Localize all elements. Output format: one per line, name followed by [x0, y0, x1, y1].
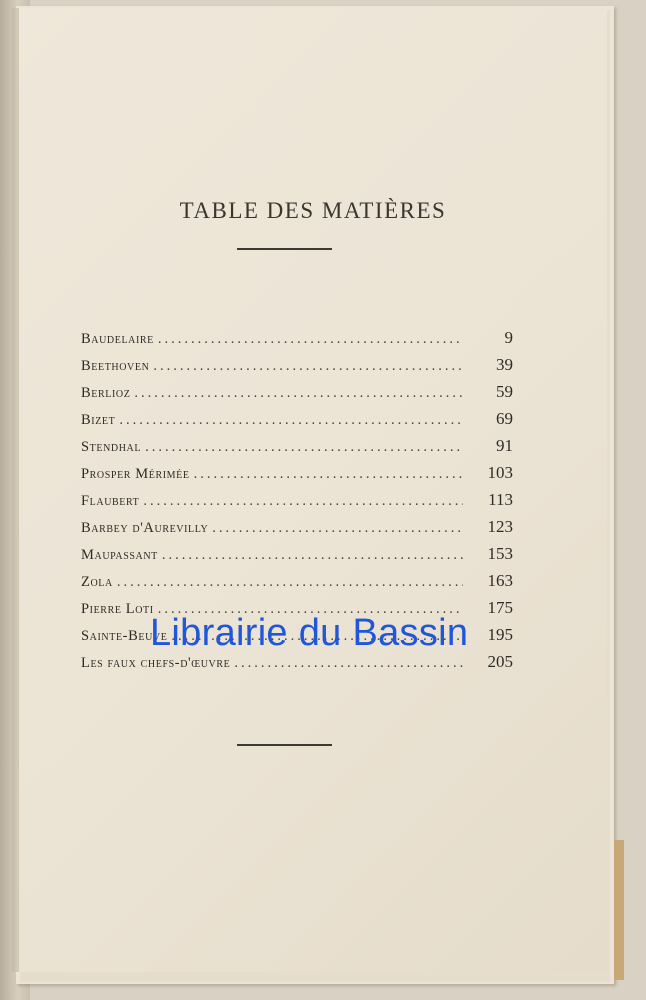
toc-item [81, 463, 513, 490]
toc-item-page: 103 [487, 463, 513, 482]
page-tab [614, 840, 624, 980]
title-divider [237, 248, 332, 250]
toc-item [81, 517, 513, 544]
toc-item-label: Maupassant [81, 547, 158, 563]
toc-item [81, 382, 513, 409]
dot-leader [194, 466, 463, 483]
toc-item [81, 409, 513, 436]
dot-leader [117, 574, 463, 591]
toc-item [81, 571, 513, 598]
dot-leader [162, 547, 463, 564]
toc-item-label: Pierre Loti [81, 601, 154, 617]
book-page [18, 8, 607, 972]
toc-item-label: Stendhal [81, 439, 142, 455]
toc-item-label: Zola [81, 574, 113, 590]
toc-item [81, 436, 513, 463]
toc-item-label: Flaubert [81, 493, 140, 509]
toc-item-label: Baudelaire [81, 331, 154, 347]
toc-item [81, 544, 513, 571]
page-title: TABLE DES MATIÈRES [179, 198, 447, 223]
dot-leader [145, 439, 463, 456]
toc-item [81, 355, 513, 382]
toc-item-page: 205 [487, 652, 513, 671]
toc-item-label: Les faux chefs-d'œuvre [81, 655, 231, 671]
watermark: Librairie du Bassin [150, 612, 469, 654]
toc-item-page: 91 [496, 436, 513, 455]
dot-leader [134, 385, 463, 402]
toc-item-label: Barbey d'Aurevilly [81, 520, 209, 536]
toc-item-page: 9 [504, 328, 513, 347]
toc-item-page: 113 [488, 490, 513, 509]
dot-leader [119, 412, 463, 429]
toc-item-page: 163 [487, 571, 513, 590]
dot-leader [158, 331, 463, 348]
toc-item [81, 490, 513, 517]
toc-item-label: Bizet [81, 412, 116, 428]
toc-item-page: 39 [496, 355, 513, 374]
toc-item [81, 652, 513, 679]
toc-item-label: Berlioz [81, 385, 131, 401]
toc-item-label: Sainte-Beuve [81, 628, 168, 644]
toc-item-page: 123 [487, 517, 513, 536]
toc-item-label: Prosper Mérimée [81, 466, 190, 482]
dot-leader [153, 358, 463, 375]
toc-item-page: 69 [496, 409, 513, 428]
dot-leader [234, 655, 463, 672]
toc-item-page: 153 [487, 544, 513, 563]
end-divider [237, 744, 332, 746]
toc-item-page: 175 [487, 598, 513, 617]
dot-leader [212, 520, 463, 537]
toc-item [81, 328, 513, 355]
toc-item-page: 195 [487, 625, 513, 644]
dot-leader [143, 493, 463, 510]
toc-item-label: Beethoven [81, 358, 150, 374]
toc-item-page: 59 [496, 382, 513, 401]
